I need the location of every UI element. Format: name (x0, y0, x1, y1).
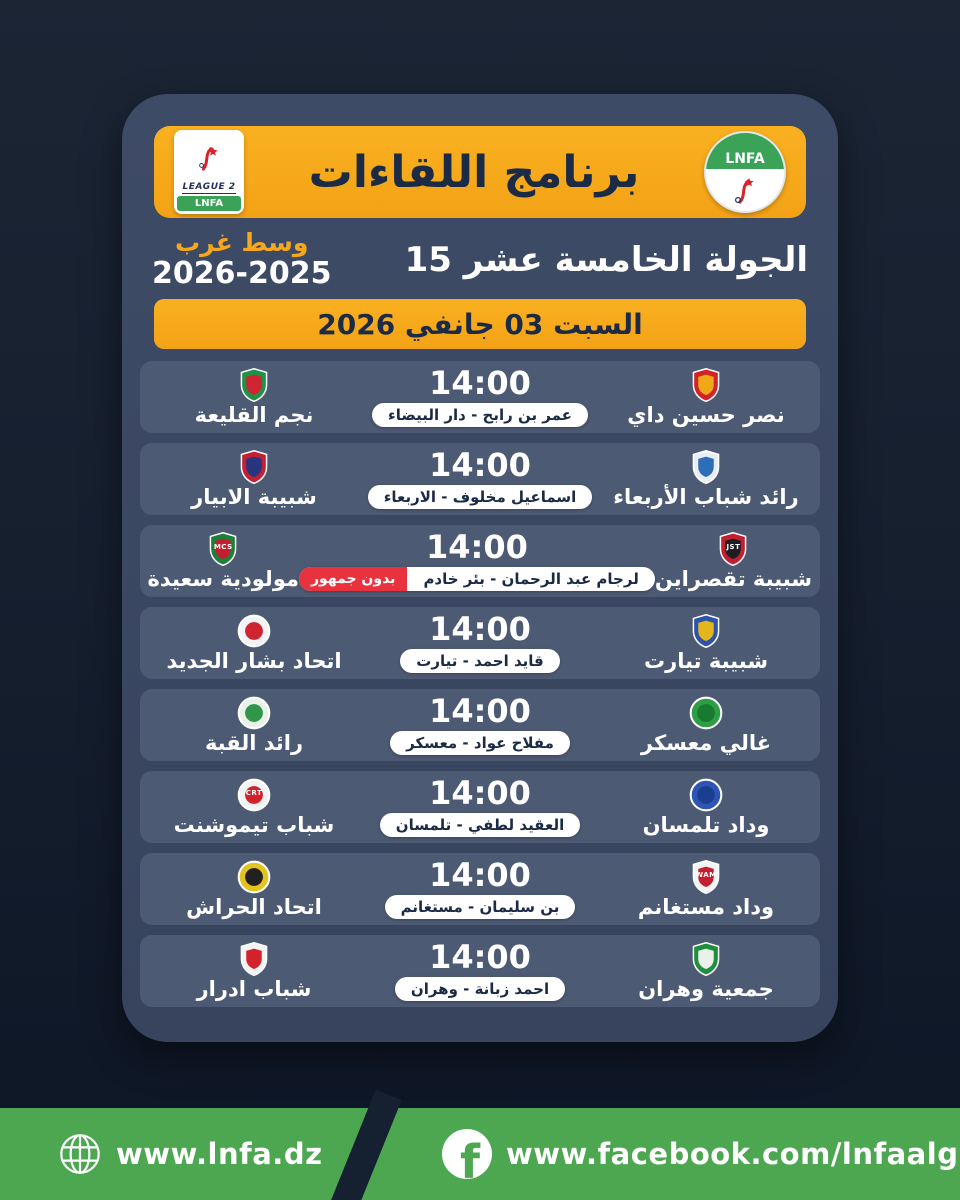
subheader (152, 227, 808, 293)
away-team-logo (237, 368, 271, 402)
match-center (299, 529, 655, 593)
away-team-logo (237, 696, 271, 730)
home-team (600, 365, 812, 429)
team-logo-monogram: JST (726, 542, 741, 551)
website-url: www.lnfa.dz (116, 1137, 323, 1171)
league2-label: LEAGUE 2 (182, 182, 236, 192)
away-team-name: شباب ادرار (196, 976, 312, 1001)
group-label: وسط غرب (175, 228, 309, 257)
match-center (360, 693, 600, 757)
match-row (140, 771, 820, 843)
stadium-name: قايد احمد - تيارت (416, 652, 544, 670)
no-fans-badge: بدون جمهور (299, 567, 407, 591)
away-team-logo (237, 450, 271, 484)
poster-title: برنامج اللقاءات (308, 146, 640, 198)
away-team-logo (237, 860, 271, 894)
globe-icon (58, 1132, 102, 1176)
match-row (140, 443, 820, 515)
home-team-logo (689, 778, 723, 812)
match-time: 14:00 (429, 364, 531, 402)
facebook-url: www.facebook.com/lnfaalg (506, 1137, 959, 1171)
away-team (148, 939, 360, 1003)
match-row (140, 525, 820, 597)
season-label: 2026-2025 (152, 255, 332, 291)
footer (0, 1108, 960, 1200)
footer-divider (326, 1090, 401, 1200)
stadium-pill (395, 977, 565, 1001)
match-row (140, 935, 820, 1007)
match-center (360, 775, 600, 839)
lnfa-logo (704, 131, 786, 213)
away-team-name: نجم القليعة (194, 402, 314, 427)
away-team (148, 447, 360, 511)
home-team-name: جمعية وهران (638, 976, 774, 1001)
stadium-pill (380, 813, 580, 837)
stadium-name: مفلاح عواد - معسكر (406, 734, 554, 752)
league2-lnfa-band: LNFA (177, 196, 241, 211)
lnfa-logo-label: LNFA (706, 133, 784, 169)
match-row (140, 361, 820, 433)
match-center (360, 447, 600, 511)
match-row (140, 607, 820, 679)
match-time: 14:00 (426, 528, 528, 566)
home-team (600, 611, 812, 675)
footer-website-group (58, 1108, 322, 1200)
match-center (360, 365, 600, 429)
home-team (600, 939, 812, 1003)
home-team (600, 693, 812, 757)
home-team (600, 775, 812, 839)
stadium-pill (372, 403, 588, 427)
home-team-logo (689, 942, 723, 976)
match-time: 14:00 (429, 938, 531, 976)
stadium-name: لرجام عبد الرحمان - بئر خادم (423, 570, 639, 588)
stadium-pill (299, 567, 655, 591)
home-team (600, 857, 812, 921)
match-time: 14:00 (429, 856, 531, 894)
match-time: 14:00 (429, 610, 531, 648)
stadium-pill (385, 895, 576, 919)
home-team-name: وداد مستغانم (637, 894, 775, 919)
home-team (655, 529, 812, 593)
main-panel (122, 94, 838, 1042)
group-season-block (152, 229, 331, 291)
away-team (148, 693, 360, 757)
stadium-pill (390, 731, 570, 755)
home-team-name: رائد شباب الأربعاء (613, 484, 799, 509)
away-team-logo (237, 614, 271, 648)
match-row (140, 689, 820, 761)
stadium-name: احمد زبانة - وهران (410, 980, 550, 998)
match-time: 14:00 (429, 774, 531, 812)
stadium-name: اسماعيل مخلوف - الاربعاء (383, 488, 577, 506)
stadium-name: عمر بن رابح - دار البيضاء (388, 406, 572, 424)
home-team-name: شبيبة تقصراين (654, 566, 812, 591)
home-team-logo (689, 860, 723, 894)
home-team-logo (689, 696, 723, 730)
team-logo-monogram: WAM (695, 870, 717, 879)
stadium-pill (400, 649, 559, 673)
match-time: 14:00 (429, 692, 531, 730)
stadium-name: بن سليمان - مستغانم (400, 898, 560, 916)
home-team-logo (689, 614, 723, 648)
home-team-name: وداد تلمسان (642, 812, 770, 837)
away-team-logo (237, 778, 271, 812)
home-team-name: نصر حسين داي (627, 402, 785, 427)
home-team-logo (689, 450, 723, 484)
footer-facebook-group (442, 1108, 958, 1200)
away-team-logo (206, 532, 240, 566)
away-team (148, 611, 360, 675)
match-time: 14:00 (429, 446, 531, 484)
home-team-logo (716, 532, 750, 566)
team-logo-monogram: CRT (245, 788, 263, 797)
away-team (147, 529, 299, 593)
matches-list (140, 361, 820, 1007)
away-team-name: شباب تيموشنت (173, 812, 335, 837)
match-center (360, 611, 600, 675)
match-row (140, 853, 820, 925)
home-team-name: غالي معسكر (640, 730, 772, 755)
away-team (148, 365, 360, 429)
match-center (360, 857, 600, 921)
stadium-pill (368, 485, 593, 509)
away-team-name: اتحاد بشار الجديد (166, 648, 342, 673)
round-title: الجولة الخامسة عشر 15 (404, 240, 808, 280)
date-banner: السبت 03 جانفي 2026 (154, 299, 806, 349)
home-team-logo (689, 368, 723, 402)
lnfa-player-icon (706, 169, 784, 211)
away-team-name: مولودية سعيدة (147, 566, 299, 591)
stadium-name: العقيد لطفي - تلمسان (395, 816, 565, 834)
away-team (148, 857, 360, 921)
home-team-name: شبيبة تيارت (644, 648, 768, 673)
header-banner (154, 126, 806, 218)
team-logo-monogram: MCS (213, 542, 233, 551)
home-team (600, 447, 812, 511)
away-team-name: شبيبة الابيار (191, 484, 317, 509)
facebook-icon: f (442, 1129, 492, 1179)
away-team-name: اتحاد الحراش (186, 894, 322, 919)
league2-player-icon (177, 133, 241, 182)
away-team-name: رائد القبة (204, 730, 304, 755)
match-center (360, 939, 600, 1003)
league2-lnfa-logo (174, 130, 244, 214)
away-team (148, 775, 360, 839)
away-team-logo (237, 942, 271, 976)
